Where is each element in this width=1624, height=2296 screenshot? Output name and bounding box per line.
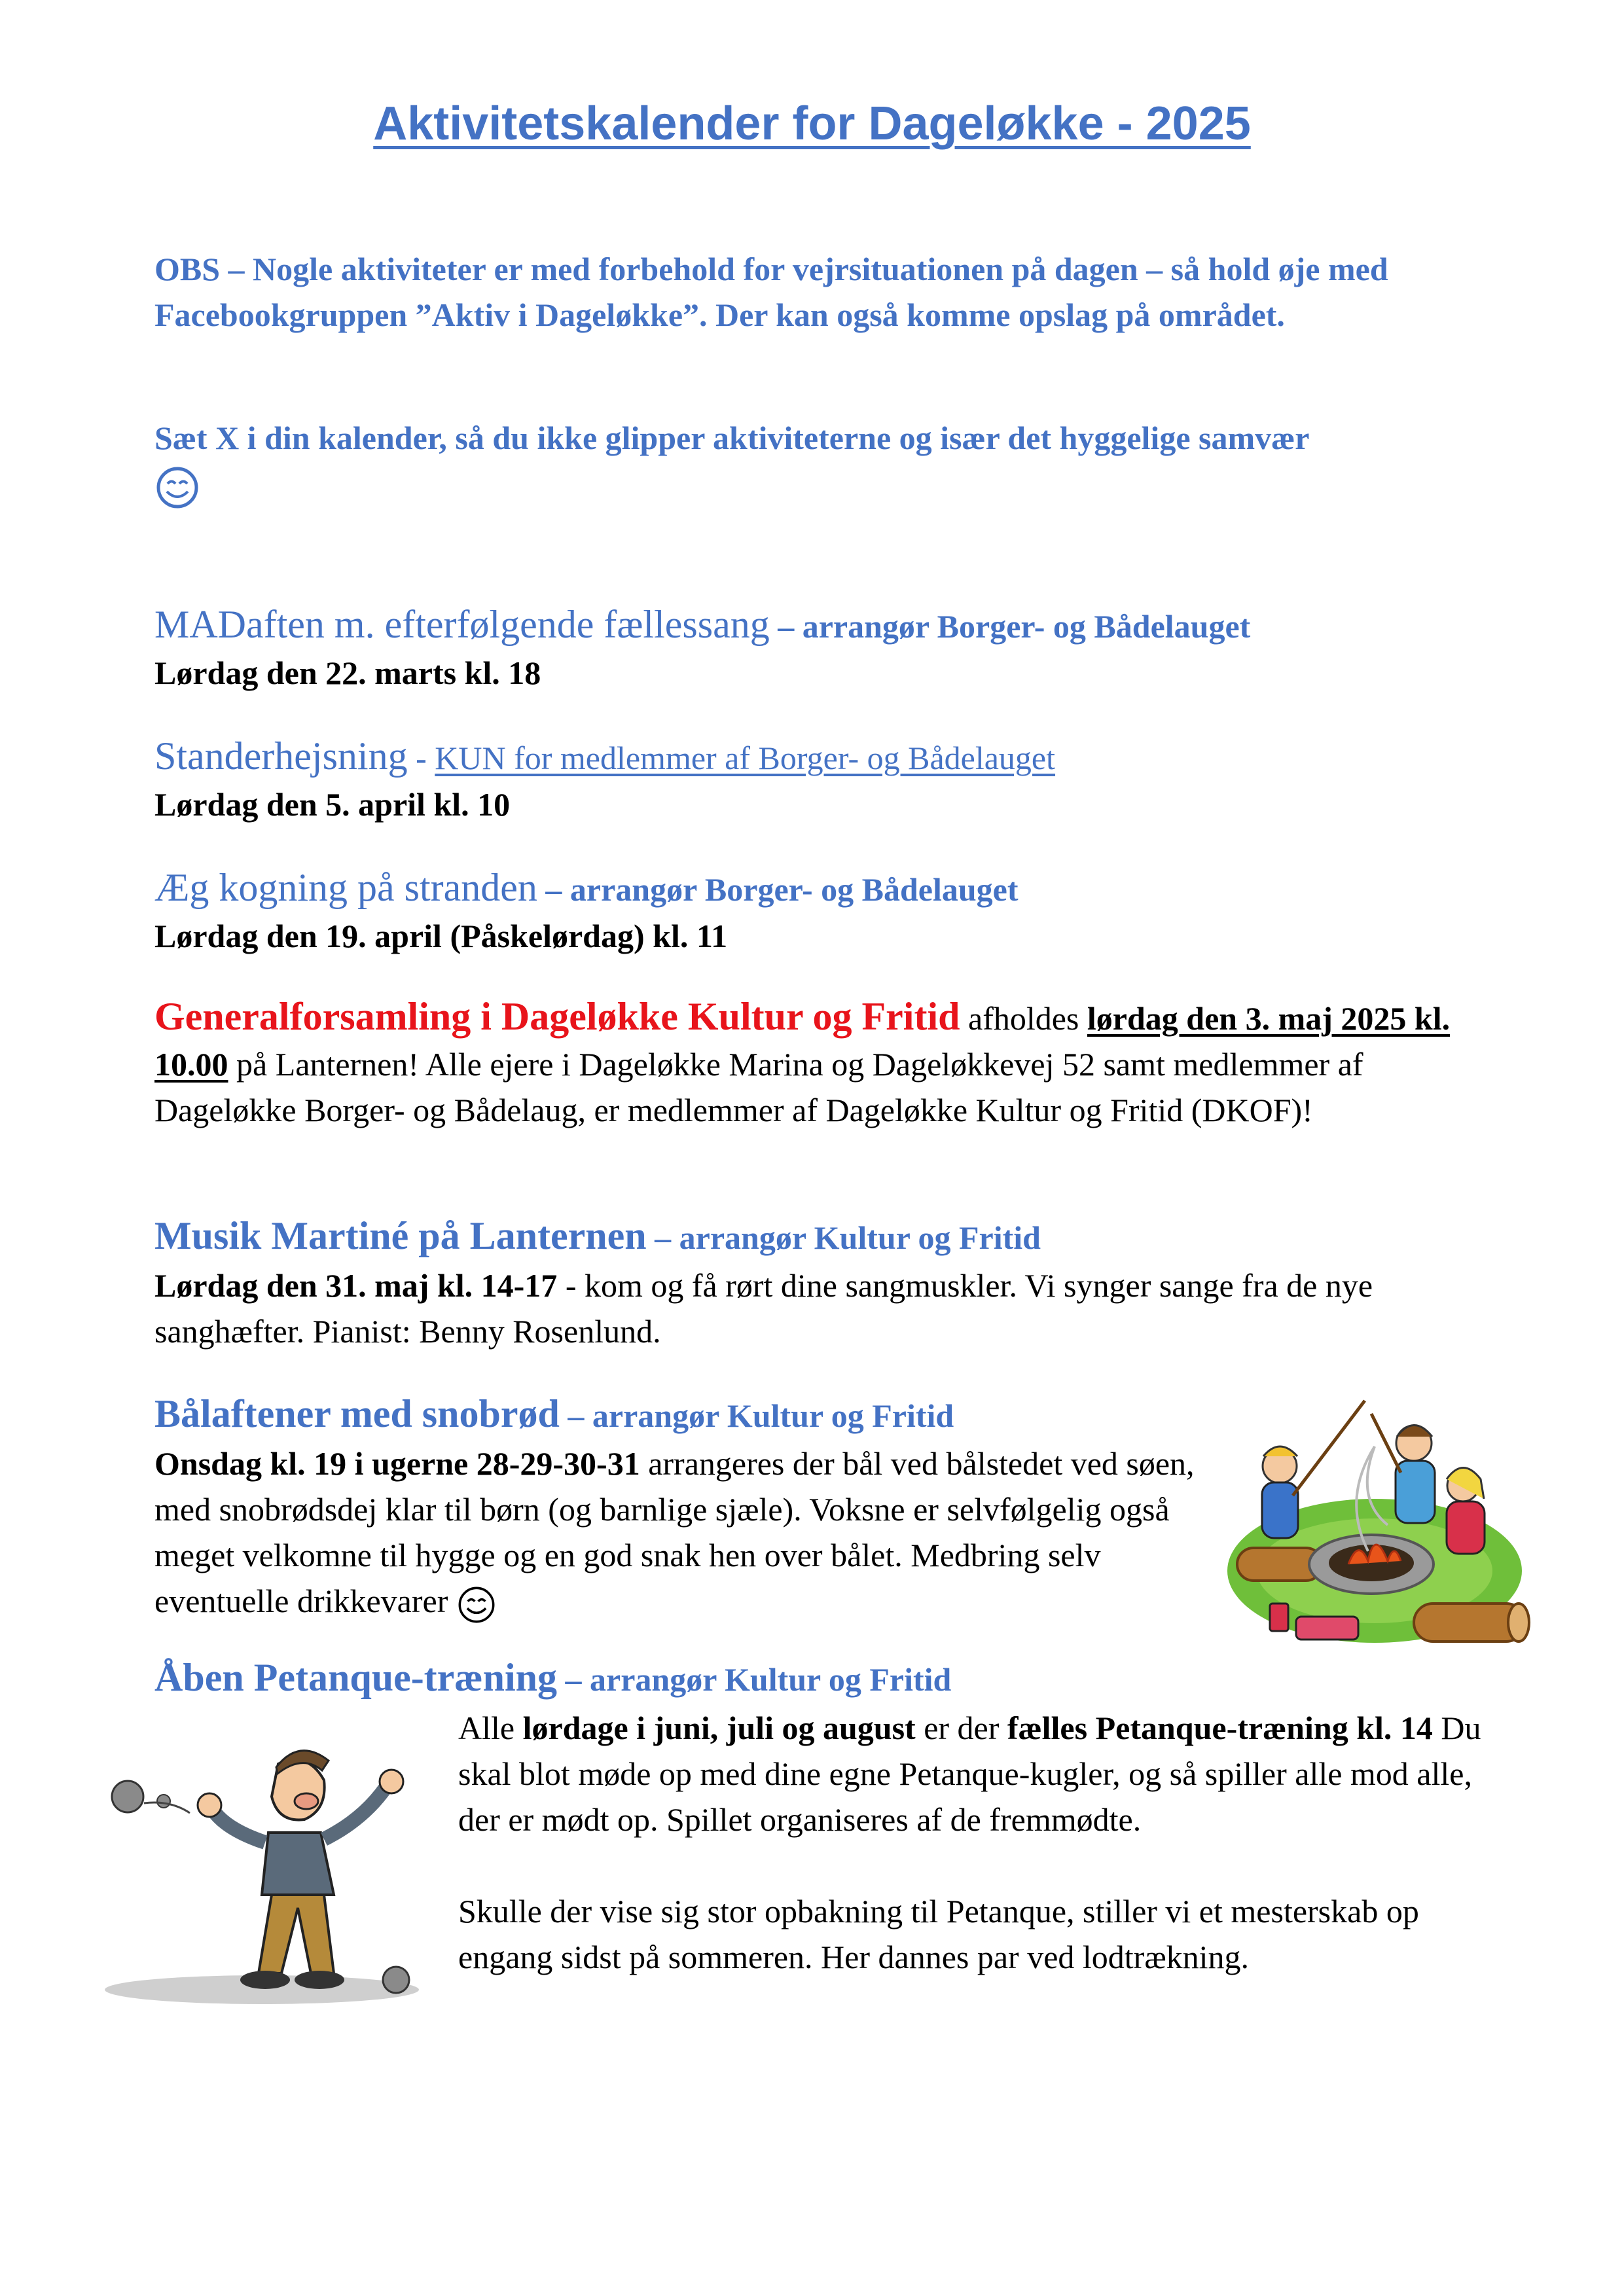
petanque-paragraph-2: Skulle der vise sig stor opbakning til Petanque, stiller vi et mesterskab op engang sidst på sommeren. Her dannes par ved lodtrækning. [458,1893,1419,1975]
event-organizer: – arrangør Kultur og Fritid [646,1219,1041,1256]
event-date: Lørdag den 22. marts kl. 18 [154,655,541,691]
page-title: Aktivitetskalender for Dageløkke - 2025 [373,98,1251,150]
event-title: MADaften m. efterfølgende fællessang [154,603,770,646]
event-body [154,1263,1503,1354]
event-date: Onsdag kl. 19 i ugerne 28-29-30-31 [154,1445,640,1482]
event-date: Lørdag den 5. april kl. 10 [154,786,511,823]
petanque-paragraph-1: Alle lørdage i juni, juli og august er der fælles Petanque-træning kl. 14 Du skal blot møde op med dine egne Petanque-kugler, og så spiller alle mod alle, der er mødt op. Spillet organiseres af de fremmødte. [458,1710,1481,1838]
petanque-description [458,1705,1519,1980]
event-date: Lørdag den 31. maj kl. 14-17 [154,1267,558,1304]
event-standerhejsning [154,731,1055,826]
event-separator: - [407,740,435,776]
event-generalforsamling [154,994,1503,1133]
event-title: Musik Martiné på Lanternen [154,1214,647,1257]
event-members-only: KUN for medlemmer af Borger- og Bådelauget [435,740,1056,776]
petanque-player-illustration [98,1728,452,2016]
event-heading [154,1389,1228,1441]
event-baalaftener [154,1389,1228,1625]
smiley-icon [456,1585,497,1625]
event-heading [154,863,1019,914]
event-date: lørdag den 3. maj 2025 kl. 10.00 [154,1000,1451,1083]
event-title: Æg kogning på stranden [154,866,537,909]
event-aeg-kogning [154,863,1019,958]
event-organizer: – arrangør Kultur og Fritid [559,1397,954,1434]
event-date: Lørdag den 19. april (Påskelørdag) kl. 11 [154,918,728,954]
event-title: Åben Petanque-træning [154,1656,558,1699]
calendar-tip [154,415,1542,511]
event-heading [154,731,1055,783]
event-organizer: – arrangør Borger- og Bådelauget [537,871,1019,908]
event-petanque [154,1653,951,1704]
calendar-tip-text: Sæt X i din kalender, så du ikke glipper aktiviteterne og især det hyggelige samvær [154,420,1310,456]
event-heading [154,1211,1503,1263]
event-text: på Lanternen! Alle ejere i Dageløkke Marina og Dageløkkevej 52 samt medlemmer af Dageløkke Borger- og Bådelaug, er medlemmer af Dageløkke Kultur og Fritid (DKOF)! [154,1046,1363,1128]
event-heading [154,600,1250,651]
event-text: - kom og få rørt dine sangmuskler. Vi synger sange fra de nye sanghæfter. Pianist: Benny Rosenlund. [154,1267,1373,1350]
event-text: afholdes [960,1000,1087,1037]
event-title: Generalforsamling i Dageløkke Kultur og Fritid [154,995,960,1038]
event-title: Standerhejsning [154,734,408,778]
event-title: Bålaftener med snobrød [154,1392,560,1435]
event-body [154,1441,1228,1625]
event-madaften [154,600,1250,694]
event-organizer: – arrangør Borger- og Bådelauget [769,608,1251,645]
smiley-icon [154,465,200,511]
event-text: arrangeres der bål ved bålstedet ved søen, med snobrødsdej klar til børn (og barnlige sjæle). Voksne er selvfølgelig også meget velkomne til hygge og en god snak hen over bålet. Medbring selv eventuelle drikkevarer [154,1445,1195,1619]
event-musik-martine [154,1211,1503,1354]
event-heading [154,1653,951,1704]
event-organizer: – arrangør Kultur og Fritid [557,1661,952,1698]
weather-notice: OBS – Nogle aktiviteter er med forbehold for vejrsituationen på dagen – så hold øje med Facebookgruppen ”Aktiv i Dageløkke”. Der kan også komme opslag på området. [154,251,1388,333]
campfire-illustration [1218,1388,1532,1662]
